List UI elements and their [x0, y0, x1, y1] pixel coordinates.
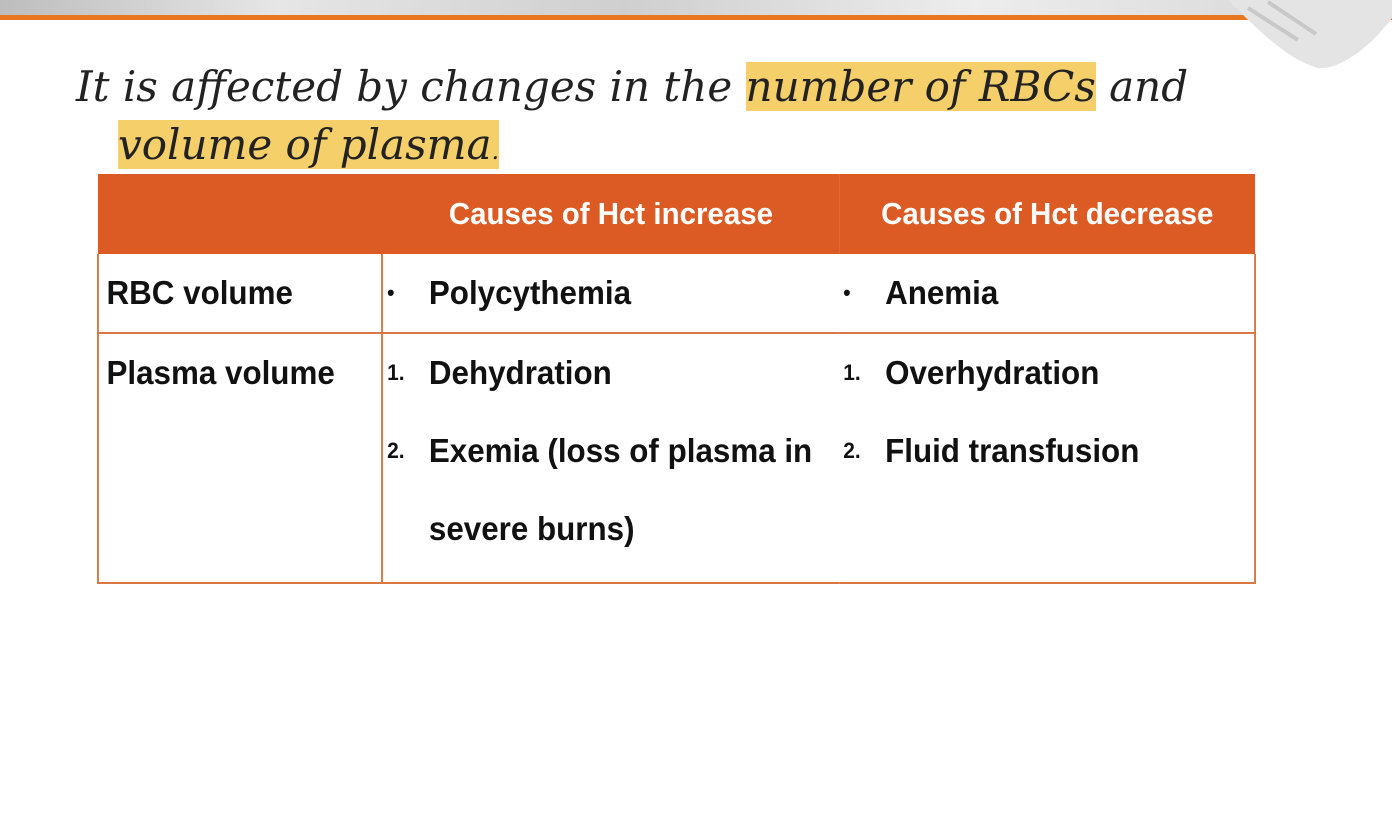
- table-header-row: [98, 174, 1255, 254]
- item-text: Polycythemia: [428, 274, 632, 311]
- row-label-rbc-volume: [98, 254, 382, 333]
- highlight-rbc-number: number of RBCs: [745, 62, 1096, 111]
- cell-plasma-increase: [382, 333, 839, 583]
- header-increase: Causes of Hct increase: [382, 174, 839, 254]
- list-item: [383, 412, 839, 490]
- list-item: [383, 334, 839, 412]
- intro-period: .: [491, 137, 500, 165]
- row-label-plasma-volume: [98, 333, 382, 583]
- list-item: [839, 412, 1254, 490]
- number-marker: [383, 490, 429, 568]
- row-label-text: Plasma volume: [106, 354, 335, 391]
- item-text: Dehydration: [428, 354, 612, 391]
- table-row: [98, 333, 1255, 583]
- cell-plasma-decrease: [839, 333, 1255, 583]
- top-accent-line: [0, 15, 1392, 20]
- intro-text: [76, 58, 1216, 180]
- list-item: [383, 490, 839, 568]
- list-item: [839, 334, 1254, 412]
- intro-part-1: It is affected by changes in the: [76, 62, 746, 111]
- number-marker: 2.: [843, 438, 861, 463]
- number-marker: 1.: [387, 360, 405, 385]
- bullet-marker: •: [843, 280, 851, 305]
- top-banner: [0, 0, 1392, 15]
- item-text: Overhydration: [885, 354, 1100, 391]
- corner-decoration-icon: [1228, 0, 1392, 70]
- cell-rbc-decrease: [839, 254, 1255, 333]
- highlight-plasma-volume: volume of plasma: [118, 120, 492, 169]
- cell-rbc-increase: [382, 254, 839, 333]
- item-text: Fluid transfusion: [885, 432, 1140, 469]
- number-marker: 2.: [387, 438, 405, 463]
- list-item: [383, 254, 839, 332]
- item-text: Anemia: [885, 274, 999, 311]
- bullet-marker: •: [387, 280, 395, 305]
- row-label-text: RBC volume: [106, 274, 293, 311]
- intro-part-2: and: [1095, 62, 1189, 111]
- list-item: [839, 254, 1254, 332]
- number-marker: 1.: [843, 360, 861, 385]
- table-row: [98, 254, 1255, 333]
- header-empty: [98, 174, 382, 254]
- item-text: Exemia (loss of plasma in: [428, 432, 813, 469]
- hct-causes-table: [97, 174, 1256, 584]
- header-decrease: Causes of Hct decrease: [839, 174, 1255, 254]
- item-text: severe burns): [428, 510, 635, 547]
